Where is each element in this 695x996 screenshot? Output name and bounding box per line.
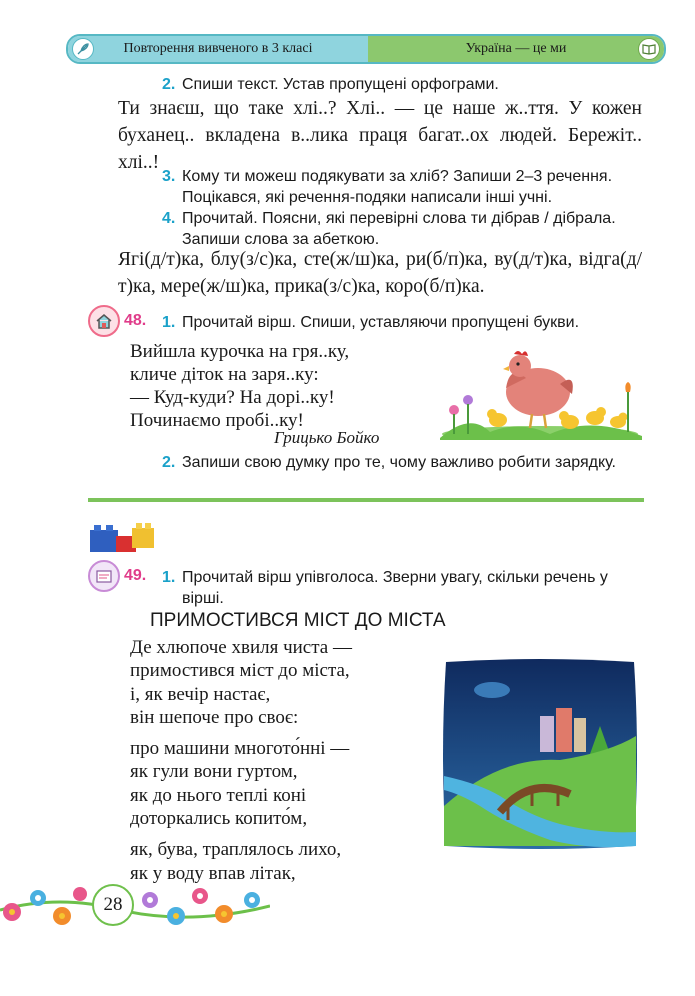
task-instruction: Прочитай вірш. Спиши, уставляючи пропущені букви.: [182, 314, 580, 331]
section-divider: [88, 498, 644, 502]
task-number: 2.: [162, 76, 176, 93]
hen-with-chicks-illustration: [440, 342, 642, 440]
building-blocks-icon: [88, 516, 158, 554]
task-3: [162, 166, 642, 208]
task-2: [162, 74, 642, 95]
poem-line: примостився міст до міста,: [130, 660, 350, 682]
page-header: [66, 34, 666, 64]
task-4: [162, 208, 642, 250]
poem-line: і, як вечір настає,: [130, 683, 271, 705]
task-instruction: Кому ти можеш подякувати за хліб? Запиши 2–3 речення. Поцікався, які речення-подяки написали інші учні.: [182, 168, 613, 206]
task-instruction: Прочитай вірш упівголоса. Зверни увагу, скільки речень у вірші.: [182, 569, 608, 607]
home-task-icon: [88, 305, 120, 337]
bridge-to-city-illustration: [440, 656, 640, 852]
poem-line: Вийшла курочка на гря..ку,: [130, 341, 350, 362]
poem-title: ПРИМОСТИВСЯ МІСТ ДО МІСТА: [150, 610, 446, 631]
page-number: 28: [92, 884, 134, 926]
task-number: 4.: [162, 210, 176, 227]
quill-icon: [72, 38, 94, 60]
book-icon: [638, 38, 660, 60]
poem-line: кличе діток на заря..ку:: [130, 364, 319, 385]
task-number: 2.: [162, 454, 176, 471]
header-unit-title: Україна — це ми: [465, 41, 567, 56]
ex48-poem: [130, 340, 349, 432]
task-instruction: Прочитай. Поясни, які перевірні слова ти дібрав / дібрала. Запиши слова за абеткою.: [182, 210, 616, 248]
task-instruction: Запиши свою думку про те, чому важливо робити зарядку.: [182, 454, 616, 471]
poem-line: Починаємо пробі..ку!: [130, 410, 304, 431]
task-4-words: Ягі(д/т)ка, блу(з/с)ка, сте(ж/ш)ка, ри(б/п)ка, ву(д/т)ка, відга(д/т)ка, мере(ж/ш)ка, прика(з/с)ка, коро(б/п)ка.: [118, 249, 642, 297]
notebook-task-icon: [88, 560, 120, 592]
flower-border-decoration: [0, 876, 270, 930]
poem-line: як у воду впав літак,: [130, 862, 296, 884]
ex49-task-1: [162, 567, 642, 609]
task-instruction: Спиши текст. Устав пропущені орфограми.: [182, 76, 499, 93]
poem-line: доторкались копито́м,: [130, 808, 308, 830]
poem-line: — Куд-куди? На дорі..ку!: [130, 387, 335, 408]
task-number: 1.: [162, 569, 176, 586]
poem-line: як, бува, траплялось лихо,: [130, 839, 342, 861]
header-section-title: Повторення вивченого в 3 класі: [123, 41, 313, 56]
poem-author: Грицько Бойко: [274, 428, 380, 447]
header-right: [368, 36, 664, 62]
poem-line: як до нього теплі коні: [130, 784, 307, 806]
exercise-number: 48.: [124, 312, 147, 329]
exercise-number: 49.: [124, 567, 147, 584]
ex48-task-2: [162, 452, 642, 473]
poem-line: про машини многото́нні —: [130, 738, 350, 760]
poem-line: як гули вони гуртом,: [130, 761, 298, 783]
poem-line: він шепоче про своє:: [130, 706, 299, 728]
header-left: [68, 36, 368, 62]
ex49-poem: [130, 636, 352, 885]
task-2-text: Ти знаєш, що таке хлі..? Хлі.. — це наше ж..ття. У кожен буханец.. вкладена в..лика праця багат..ох людей. Бережіт.. хлі..!: [118, 98, 642, 173]
poem-line: Де хлюпоче хвиля чиста —: [130, 637, 352, 658]
task-number: 1.: [162, 314, 176, 331]
ex48-task-1: [162, 312, 642, 333]
task-number: 3.: [162, 168, 176, 185]
